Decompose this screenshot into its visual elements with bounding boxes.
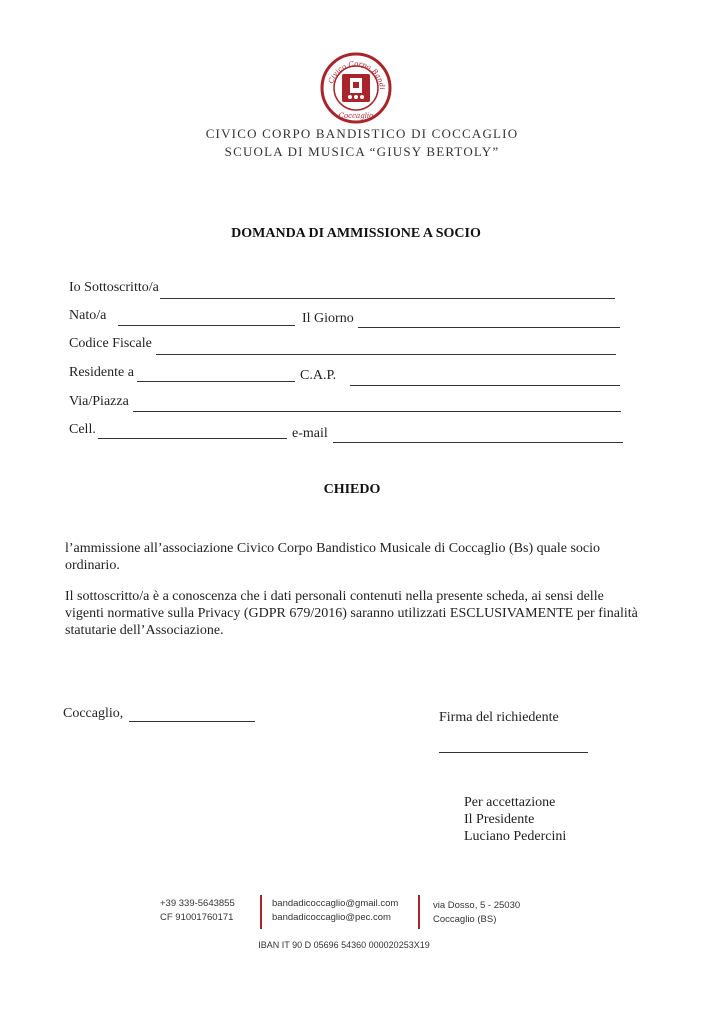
footer-cf: CF 91001760171	[160, 912, 234, 923]
label-giorno: Il Giorno	[302, 311, 354, 326]
organization-logo	[320, 52, 392, 124]
label-via: Via/Piazza	[69, 394, 129, 409]
privacy-paragraph: Il sottoscritto/a è a conoscenza che i dati personali contenuti nella presente scheda, ai sensi delle vigenti normative sulla Privacy (GDPR 679/2016) saranno utilizzati ESCLUSIVAMENTE per finalità statutarie dell’Associazione.	[65, 589, 638, 638]
label-cell: Cell.	[69, 422, 96, 437]
organization-name: CIVICO CORPO BANDISTICO DI COCCAGLIO	[205, 126, 519, 141]
codice-fiscale-field-line[interactable]	[156, 354, 616, 355]
footer-divider	[418, 895, 420, 929]
form-title: DOMANDA DI AMMISSIONE A SOCIO	[231, 226, 481, 241]
email-field-line[interactable]	[333, 442, 623, 443]
via-field-line[interactable]	[133, 411, 621, 412]
request-heading: CHIEDO	[323, 482, 381, 497]
cap-field-line[interactable]	[350, 385, 620, 386]
footer-email-gmail[interactable]: bandadicoccaglio@gmail.com	[272, 898, 399, 909]
giorno-field-line[interactable]	[358, 327, 620, 328]
president-role: Il Presidente	[464, 812, 535, 827]
footer-phone: +39 339-5643855	[160, 898, 235, 909]
svg-text:Civico Corpo Bandistico: Civico Corpo Bandi	[327, 59, 387, 90]
footer-iban: IBAN IT 90 D 05696 54360 000020253X19	[258, 940, 430, 950]
label-cap: C.A.P.	[300, 368, 337, 383]
place-label: Coccaglio,	[63, 706, 124, 721]
label-email: e-mail	[292, 426, 328, 441]
label-nato: Nato/a	[69, 308, 107, 323]
footer-divider	[260, 895, 262, 929]
admission-paragraph: l’ammissione all’associazione Civico Corpo Bandistico Musicale di Coccaglio (Bs) quale socio ordinario.	[65, 541, 600, 573]
residente-field-line[interactable]	[137, 381, 295, 382]
applicant-signature-line[interactable]	[439, 752, 588, 753]
footer-address-city: Coccaglio (BS)	[433, 914, 497, 925]
label-codice-fiscale: Codice Fiscale	[69, 336, 152, 351]
nato-field-line[interactable]	[118, 325, 295, 326]
label-sottoscritto: Io Sottoscritto/a	[69, 280, 159, 295]
applicant-signature-label: Firma del richiedente	[439, 710, 559, 725]
acceptance-label: Per accettazione	[464, 795, 556, 810]
footer-email-pec[interactable]: bandadicoccaglio@pec.com	[272, 912, 391, 923]
footer-address-street: via Dosso, 5 - 25030	[433, 900, 521, 911]
president-name: Luciano Pedercini	[464, 829, 567, 844]
school-name: SCUOLA DI MUSICA “GIUSY BERTOLY”	[224, 144, 500, 159]
label-residente: Residente a	[69, 365, 134, 380]
sottoscritto-field-line[interactable]	[160, 298, 615, 299]
cell-field-line[interactable]	[98, 438, 287, 439]
date-field-line[interactable]	[129, 721, 255, 722]
svg-text:Coccaglio: Coccaglio	[338, 112, 374, 120]
